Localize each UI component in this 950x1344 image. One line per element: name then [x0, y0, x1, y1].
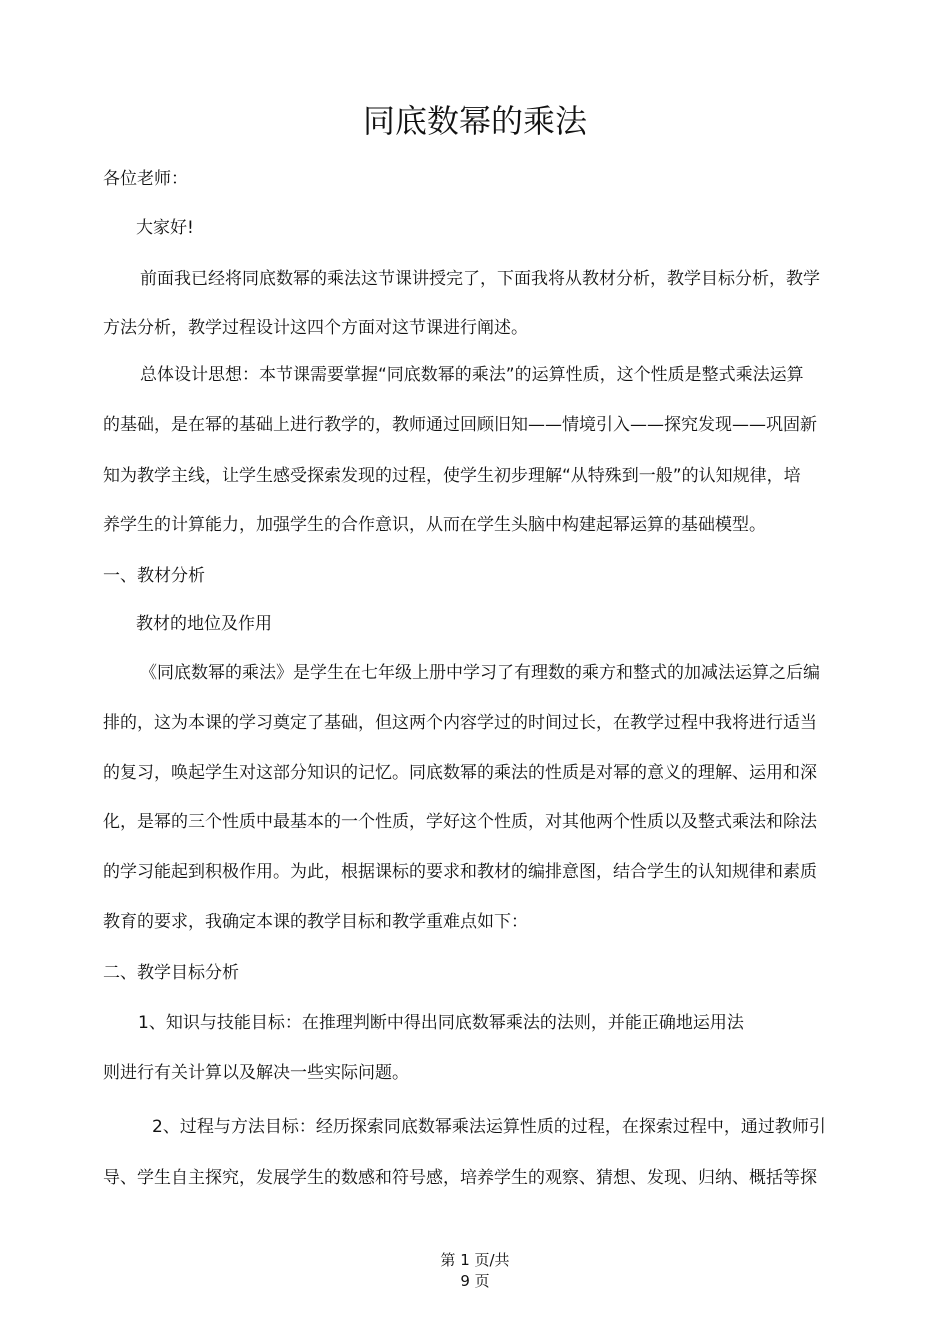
- paragraph-line: 排的，这为本课的学习奠定了基础，但这两个内容学过的时间过长，在教学过程中我将进行适当: [103, 713, 817, 733]
- paragraph-line: 则进行有关计算以及解决一些实际问题。: [103, 1063, 409, 1083]
- page-number-line1: 第 1 页/共: [440, 1251, 510, 1269]
- paragraph-line: 导、学生自主探究，发展学生的数感和符号感，培养学生的观察、猜想、发现、归纳、概括等探: [103, 1168, 817, 1188]
- paragraph-line: 《同底数幂的乘法》是学生在七年级上册中学习了有理数的乘方和整式的加减法运算之后编: [140, 663, 820, 683]
- paragraph-line: 养学生的计算能力，加强学生的合作意识，从而在学生头脑中构建起幂运算的基础模型。: [103, 515, 766, 535]
- paragraph-line: 知为教学主线，让学生感受探索发现的过程，使学生初步理解“从特殊到一般”的认知规律，培: [103, 466, 801, 486]
- paragraph-line: 化，是幂的三个性质中最基本的一个性质，学好这个性质，对其他两个性质以及整式乘法和除法: [103, 812, 817, 832]
- salutation: 各位老师：: [103, 169, 188, 189]
- paragraph-line: 教育的要求，我确定本课的教学目标和教学重难点如下：: [103, 912, 528, 932]
- section-heading: 一、教材分析: [103, 566, 205, 586]
- page-number-line2: 9 页: [460, 1272, 490, 1290]
- greeting: 大家好!: [136, 218, 194, 238]
- paragraph-line: 的复习，唤起学生对这部分知识的记忆。同底数幂的乘法的性质是对幂的意义的理解、运用和深: [103, 763, 817, 783]
- document-title: 同底数幂的乘法: [362, 102, 587, 140]
- paragraph-line: 前面我已经将同底数幂的乘法这节课讲授完了，下面我将从教材分析，教学目标分析，教学: [140, 269, 820, 289]
- paragraph-line: 2、过程与方法目标：经历探索同底数幂乘法运算性质的过程，在探索过程中，通过教师引: [152, 1117, 826, 1137]
- paragraph-line: 的基础，是在幂的基础上进行教学的，教师通过回顾旧知——情境引入——探究发现——巩固新: [103, 415, 817, 435]
- paragraph-line: 1、知识与技能目标：在推理判断中得出同底数幂乘法的法则，并能正确地运用法: [138, 1013, 744, 1033]
- paragraph-line: 的学习能起到积极作用。为此，根据课标的要求和教材的编排意图，结合学生的认知规律和素质: [103, 862, 817, 882]
- paragraph-line: 总体设计思想：本节课需要掌握“同底数幂的乘法”的运算性质，这个性质是整式乘法运算: [140, 365, 804, 385]
- section-heading: 二、教学目标分析: [103, 963, 239, 983]
- paragraph-line: 方法分析，教学过程设计这四个方面对这节课进行阐述。: [103, 318, 528, 338]
- subsection-heading: 教材的地位及作用: [136, 614, 272, 634]
